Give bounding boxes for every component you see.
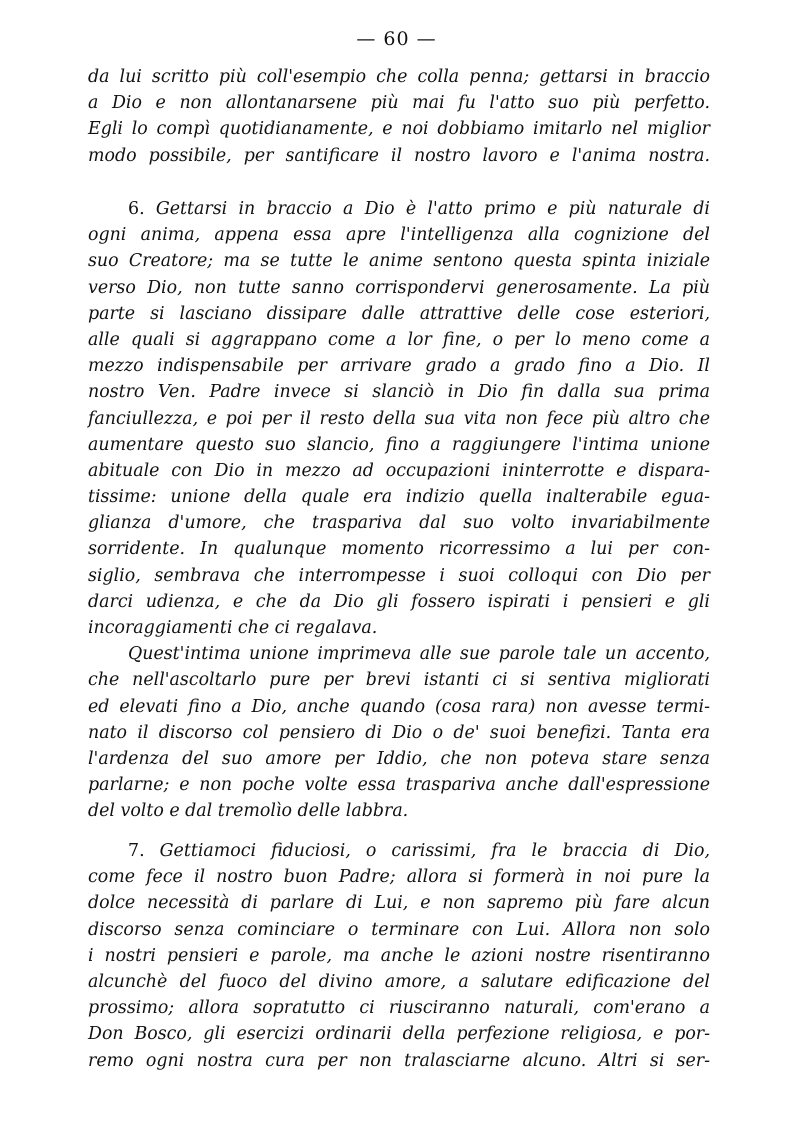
text-line: come fece il nostro buon Padre; allora si formerà in noi pure la [88, 867, 710, 888]
text-line: Don Bosco, gli esercizi ordinarii della perfezione religiosa, e por- [88, 1024, 710, 1045]
text-line: darci udienza, e che da Dio gli fossero ispirati i pensieri e gli [88, 591, 710, 612]
text-line: mezzo indispensabile per arrivare grado a grado fino a Dio. Il [88, 356, 710, 377]
text-line [88, 196, 710, 222]
text-line: dolce necessità di parlare di Lui, e non sapremo più fare alcun [88, 893, 710, 914]
text-line: del volto e dal tremolìo delle labbra. [88, 801, 409, 822]
text-line: parlarne; e non poche volte essa traspariva anche dall'espressione [88, 775, 710, 796]
text-line: l'ardenza del suo amore per Iddio, che non poteva stare senza [88, 748, 710, 769]
text-line: abituale con Dio in mezzo ad occupazioni ininterrotte e dispara- [88, 460, 710, 481]
first-line-text: Gettiamoci fiduciosi, o carissimi, fra le braccia di Dio, [159, 841, 710, 861]
text-line: prossimo; allora sopratutto ci riusciranno naturali, com'erano a [88, 998, 710, 1019]
text-line: fanciullezza, e poi per il resto della sua vita non fece più altro che [88, 408, 710, 429]
text-line: alcunchè del fuoco del divino amore, a salutare edificazione del [88, 971, 710, 992]
text-line: che nell'ascoltarlo pure per brevi istanti ci si sentiva migliorati [88, 670, 710, 691]
text-line: modo possibile, per santificare il nostro lavoro e l'anima nostra. [88, 145, 710, 166]
section-number: 7. [128, 841, 145, 861]
text-line [88, 838, 710, 864]
text-line: incoraggiamenti che ci regalava. [88, 618, 378, 638]
text-line: glianza d'umore, che traspariva dal suo volto invariabilmente [88, 513, 710, 534]
text-line: discorso senza cominciare o terminare con Lui. Allora non solo [88, 919, 710, 940]
text-line: sorridente. In qualunque momento ricorressimo a lui per con- [88, 539, 710, 560]
section-7 [88, 838, 710, 1074]
text-line: tissime: unione della quale era indizio quella inalterabile egua- [88, 487, 710, 508]
text-line: Egli lo compì quotidianamente, e noi dobbiamo imitarlo nel miglior [88, 119, 710, 140]
text-line: parte si lasciano dissipare dalle attrattive delle cose esteriori, [88, 303, 710, 324]
text-line: ed elevati fino a Dio, anche quando (cosa rara) non avesse termi- [88, 696, 710, 717]
text-line: aumentare questo suo slancio, fino a raggiungere l'intima unione [88, 434, 710, 455]
text-line: i nostri pensieri e parole, ma anche le azioni nostre risentiranno [88, 945, 710, 966]
text-line: da lui scritto più coll'esempio che colla penna; gettarsi in braccio [88, 67, 710, 87]
text-line: nostro Ven. Padre invece si slanciò in Dio fin dalla sua prima [88, 382, 710, 403]
text-line: Quest'intima unione imprimeva alle sue parole tale un accento, [128, 644, 710, 665]
text-line: verso Dio, non tutte sanno corrispondervi generosamente. La più [88, 277, 710, 298]
first-line-text: Gettarsi in braccio a Dio è l'atto primo e più naturale di [155, 199, 710, 219]
text-line: suo Creatore; ma se tutte le anime sentono questa spinta iniziale [88, 251, 710, 272]
text-line: nato il discorso col pensiero di Dio o de' suoi benefizi. Tanta era [88, 722, 710, 743]
page-number: — 60 — [356, 28, 437, 50]
section-number: 6. [128, 199, 145, 219]
text-line: remo ogni nostra cura per non tralasciarne alcuno. Altri si ser- [88, 1050, 710, 1071]
paragraph-continuation [88, 64, 710, 169]
text-line: ogni anima, appena essa apre l'intelligenza alla cognizione del [88, 225, 710, 246]
text-line: alle quali si aggrappano come a lor fine, o per lo meno come a [88, 329, 710, 350]
text-line: a Dio e non allontanarsene più mai fu l'atto suo più perfetto. [88, 93, 710, 114]
text-line: siglio, sembrava che interrompesse i suoi colloqui con Dio per [88, 565, 710, 586]
section-6 [88, 196, 710, 825]
